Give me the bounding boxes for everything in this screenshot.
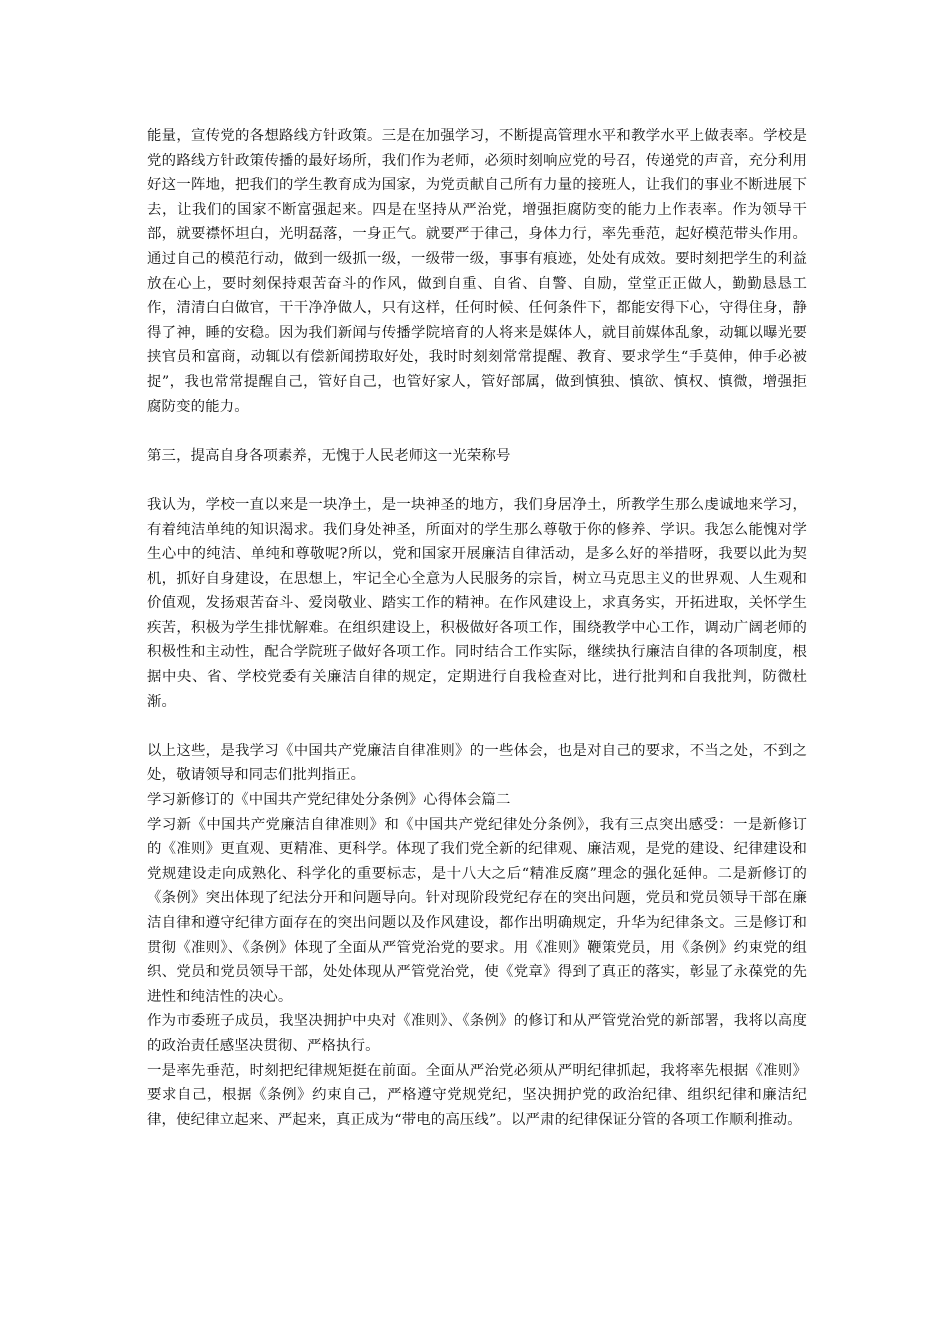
paragraph-conclusion: 以上这些，是我学习《中国共产党廉洁自律准则》的一些体会，也是对自己的要求，不当之处，不到之处，敬请领导和同志们批判指正。 — [147, 742, 807, 784]
paragraph-point-one: 一是率先垂范，时刻把纪律规矩挺在前面。全面从严治党必须从严明纪律抓起，我将率先根据《准则》要求自己，根据《条例》约束自己，严格遵守党规党纪，坚决拥护党的政治纪律、组织纪律和廉洁纪律，使纪律立起来、严起来，真正成为“带电的高压线”。以严肃的纪律保证分管的各项工作顺利推动。 — [147, 1062, 807, 1128]
paragraph-self-cultivation: 我认为，学校一直以来是一块净土，是一块神圣的地方，我们身居净土，所教学生那么虔诚地来学习，有着纯洁单纯的知识渴求。我们身处神圣，所面对的学生那么尊敬于你的修养、学识。我怎么能愧对学生心中的纯洁、单纯和尊敬呢?所以，党和国家开展廉洁自律活动，是多么好的举措呀，我要以此为契机，抓好自身建设，在思想上，牢记全心全意为人民服务的宗旨，树立马克思主义的世界观、人生观和价值观，发扬艰苦奋斗、爱岗敬业、踏实工作的精神。在作风建设上，求真务实，开拓进取，关怀学生疾苦，积极为学生排忧解难。在组织建设上，积极做好各项工作，围绕教学中心工作，调动广阔老师的积极性和主动性，配合学院班子做好各项工作。同时结合工作实际，继续执行廉洁自律的各项制度，根据中央、省、学校党委有关廉洁自律的规定，定期进行自我检查对比，进行批判和自我批判，防微杜渐。 — [147, 496, 807, 710]
paragraph-three-impressions: 学习新《中国共产党廉洁自律准则》和《中国共产党纪律处分条例》，我有三点突出感受：一是新修订的《准则》更直观、更精准、更科学。体现了我们党全新的纪律观、廉洁观，是党的建设、纪律建设和党规建设走向成熟化、科学化的重要标志，是十八大之后“精准反腐”理念的强化延伸。二是新修订的《条例》突出体现了纪法分开和问题导向。针对现阶段党纪存在的突出问题，党员和党员领导干部在廉洁自律和遵守纪律方面存在的突出问题以及作风建设，都作出明确规定，升华为纪律条文。三是修订和贯彻《准则》、《条例》体现了全面从严管党治党的要求。用《准则》鞭策党员，用《条例》约束党的组织、党员和党员领导干部，处处体现从严管党治党，使《党章》得到了真正的落实，彰显了永葆党的先进性和纯洁性的决心。 — [147, 816, 807, 1005]
article-title-part-two: 学习新修订的《中国共产党纪律处分条例》心得体会篇二 — [147, 792, 511, 809]
document-body — [147, 124, 807, 1132]
section-heading-third: 第三，提高自身各项素养，无愧于人民老师这一光荣称号 — [147, 447, 511, 464]
paragraph-commitment: 作为市委班子成员，我坚决拥护中央对《准则》、《条例》的修订和从严管党治党的新部署，我将以高度的政治责任感坚决贯彻、严格执行。 — [147, 1013, 807, 1054]
paragraph-intro-continuation: 能量，宣传党的各想路线方针政策。三是在加强学习，不断提高管理水平和教学水平上做表率。学校是党的路线方针政策传播的最好场所，我们作为老师，必须时刻响应党的号召，传递党的声音，充分利用好这一阵地，把我们的学生教育成为国家，为党贡献自己所有力量的接班人，让我们的事业不断进展下去，让我们的国家不断富强起来。四是在坚持从严治党，增强拒腐防变的能力上作表率。作为领导干部，就要襟怀坦白，光明磊落，一身正气。就要严于律己，身体力行，率先垂范，起好模范带头作用。通过自己的模范行动，做到一级抓一级，一级带一级，事事有痕迹，处处有成效。要时刻把学生的利益放在心上，要时刻保持艰苦奋斗的作风，做到自重、自省、自警、自励，堂堂正正做人，勤勤恳恳工作，清清白白做官，干干净净做人，只有这样，任何时候、任何条件下，都能安得下心，守得住身，静得了神，睡的安稳。因为我们新闻与传播学院培育的人将来是媒体人，就目前媒体乱象，动辄以曝光要挟官员和富商，动辄以有偿新闻捞取好处，我时时刻刻常常提醒、教育、要求学生“手莫伸，伸手必被捉”，我也常常提醒自己，管好自己，也管好家人，管好部属，做到慎独、慎欲、慎权、慎微，增强拒腐防变的能力。 — [147, 128, 807, 415]
